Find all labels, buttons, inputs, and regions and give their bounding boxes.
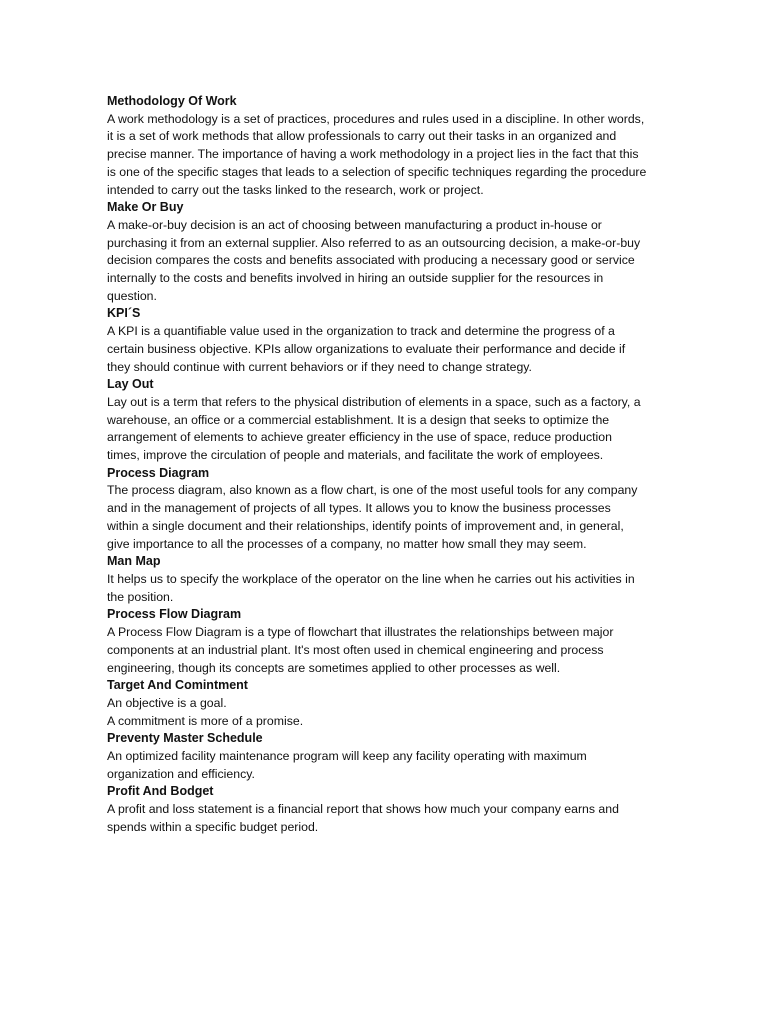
- section-body-line: times, improve the circulation of people and materials, and facilitate the work of employees.: [107, 448, 604, 463]
- section-title: Process Flow Diagram: [107, 607, 242, 622]
- section-body-line: it is a set of work methods that allow professionals to carry out their tasks in an organized and: [107, 129, 617, 144]
- section: [107, 553, 667, 606]
- section-body-line: decision compares the costs and benefits associated with producing a necessary good or service: [107, 253, 635, 268]
- section-body-line: is one of the specific stages that leads to a selection of specific techniques regarding the procedure: [107, 164, 647, 179]
- section-body-line: Lay out is a term that refers to the physical distribution of elements in a space, such as a factory, a: [107, 394, 641, 409]
- section-title: Profit And Bodget: [107, 784, 214, 799]
- section-title: KPI´S: [107, 306, 141, 321]
- section-body-line: question.: [107, 288, 157, 303]
- section: [107, 606, 667, 677]
- section-body-line: A profit and loss statement is a financial report that shows how much your company earns and: [107, 802, 619, 817]
- section-body-line: arrangement of elements to achieve greater efficiency in the use of space, reduce production: [107, 430, 612, 445]
- section-body-line: An objective is a goal.: [107, 695, 227, 710]
- section-title: Target And Comintment: [107, 678, 248, 693]
- document-page: [107, 93, 667, 837]
- section-body-line: give importance to all the processes of a company, no matter how small they may seem.: [107, 536, 587, 551]
- section: [107, 465, 667, 554]
- section-body-line: organization and efficiency.: [107, 766, 255, 781]
- section-title: Preventy Master Schedule: [107, 731, 263, 746]
- section-body-line: purchasing it from an external supplier. Also referred to as an outsourcing decision, a make-or-buy: [107, 235, 641, 250]
- section-title: Methodology Of Work: [107, 94, 237, 108]
- section-title: Lay Out: [107, 377, 154, 392]
- section-title: Process Diagram: [107, 465, 210, 480]
- section-body-line: warehouse, an office or a commercial establishment. It is a design that seeks to optimize the: [107, 412, 610, 427]
- section-body-line: A KPI is a quantifiable value used in the organization to track and determine the progress of a: [107, 324, 615, 339]
- section: [107, 376, 667, 465]
- section: [107, 783, 667, 836]
- section-body-line: The process diagram, also known as a flow chart, is one of the most useful tools for any company: [107, 483, 638, 498]
- section: [107, 677, 667, 730]
- section-body-line: they should continue with current behaviors or if they need to change strategy.: [107, 359, 532, 374]
- section-body-line: within a single document and their relationships, identify points of improvement and, in general,: [107, 518, 624, 533]
- section: [107, 93, 667, 199]
- section-title: Man Map: [107, 554, 161, 569]
- section-body-line: the position.: [107, 589, 174, 604]
- section-body-line: A work methodology is a set of practices, procedures and rules used in a discipline. In other words,: [107, 111, 645, 126]
- section-body-line: and in the management of projects of all types. It allows you to know the business processes: [107, 501, 611, 516]
- section-body-line: intended to carry out the tasks linked to the research, work or project.: [107, 182, 484, 197]
- section-body-line: A make-or-buy decision is an act of choosing between manufacturing a product in-house or: [107, 217, 602, 232]
- section-body-line: spends within a specific budget period.: [107, 819, 319, 834]
- section-body-line: A Process Flow Diagram is a type of flowchart that illustrates the relationships between major: [107, 625, 614, 640]
- section-body-line: precise manner. The importance of having a work methodology in a project lies in the fact that this: [107, 147, 639, 162]
- section-body-line: certain business objective. KPIs allow organizations to evaluate their performance and decide if: [107, 341, 626, 356]
- section-body-line: A commitment is more of a promise.: [107, 713, 304, 728]
- section: [107, 730, 667, 783]
- section-body-line: It helps us to specify the workplace of the operator on the line when he carries out his activities in: [107, 571, 635, 586]
- section-body-line: engineering, though its concepts are sometimes applied to other processes as well.: [107, 660, 561, 675]
- section-body-line: components at an industrial plant. It's most often used in chemical engineering and process: [107, 642, 604, 657]
- section: [107, 305, 667, 376]
- section-body-line: internally to the costs and benefits involved in hiring an outside supplier for the resources in: [107, 271, 604, 286]
- section: [107, 199, 667, 305]
- section-title: Make Or Buy: [107, 200, 184, 215]
- section-body-line: An optimized facility maintenance program will keep any facility operating with maximum: [107, 749, 587, 764]
